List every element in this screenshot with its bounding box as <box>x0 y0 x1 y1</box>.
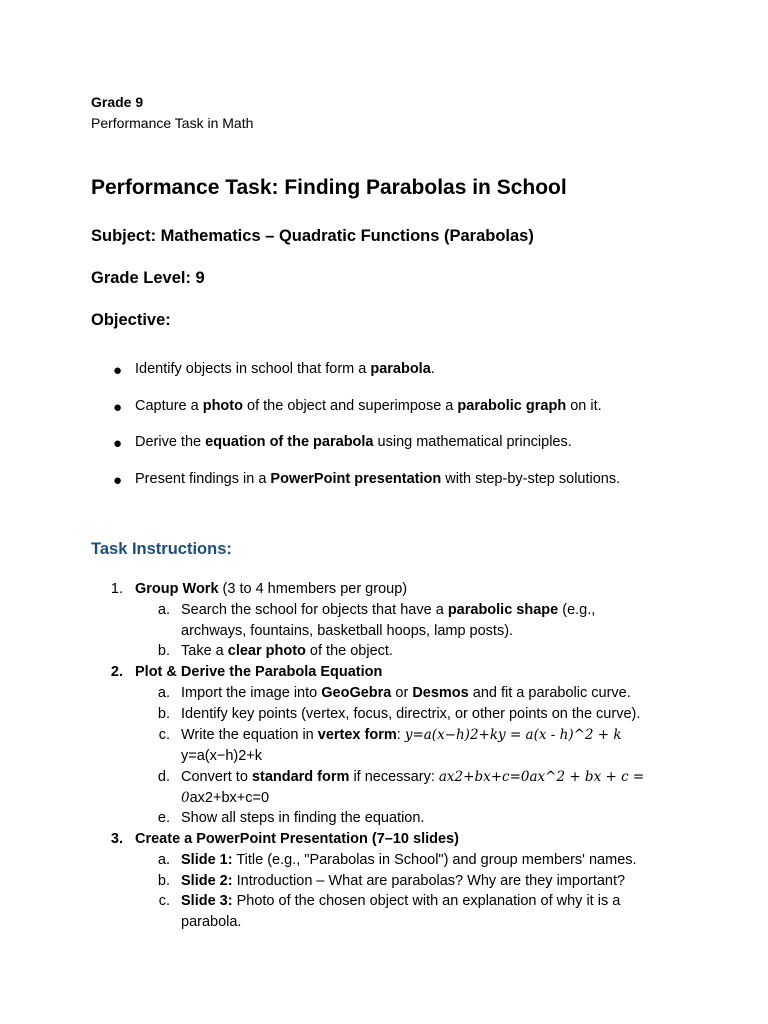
bullet-icon: ● <box>113 399 123 416</box>
subject-heading: Subject: Mathematics – Quadratic Functions (Parabolas) <box>91 227 534 245</box>
grade-level-heading: Grade Level: 9 <box>91 269 205 287</box>
bullet-icon: ● <box>113 472 123 489</box>
task-instructions-heading: Task Instructions: <box>91 540 232 558</box>
header-subtitle: Performance Task in Math <box>91 115 254 131</box>
standard-form-equation: ax2+bx+c=0ax^2 + bx + c = <box>438 769 645 785</box>
vertex-form-equation: y=a(x−h)2+ky = a(x - h)^2 + k <box>404 727 622 743</box>
bullet-icon: ● <box>113 362 123 379</box>
document-page: Grade 9 Performance Task in Math Performance Task: Finding Parabolas in School Subject: Mathematics – Quadratic Functions (Parabolas) Grade Level: 9 Objective: ● Identify objects in school that form a parabola. ● Capture a photo of the object and superimpose a parabolic graph on it. ● Derive the equation of the parabola using mathematical principles. ● Present findings in a PowerPoint presentation with step-by-step solutions. Task Instructions: 1. Group Work (3 to 4 hmembers per group) a. Search the school for objects that have a parabolic shape (e.g., archways, fountains, basketball hoops, lamp posts). b. Take a clear photo of the object. 2. Plot & Derive the Parabola Equation a. Import the image into GeoGebra or Desmos and fit a parabolic curve. b. Identify key points (vertex, focus, directrix, or other points on the curve). c. Write the equation in vertex form: y=a(x−h)2+ky = a(x - h)^2 + k y=a(x−h)2+k d. Convert to standard form if necessary: ax2+bx+c=0ax^2 + bx + c = 0ax2+bx+c=0 e. Show all steps in finding the equation. 3. Create a PowerPoint Presentation (7–10 slides) a. Slide 1: Title (e.g., "Parabolas in School") and group members' names. b. Slide 2: Introduction – What are parabolas? Why are they important? c. Slide 3: Photo of the chosen object with an explanation of why it is a parabola. <box>91 94 645 930</box>
header-grade: Grade 9 <box>91 94 144 110</box>
objective-heading: Objective: <box>91 311 171 329</box>
page-title: Performance Task: Finding Parabolas in School <box>91 176 567 199</box>
bullet-icon: ● <box>113 435 123 452</box>
